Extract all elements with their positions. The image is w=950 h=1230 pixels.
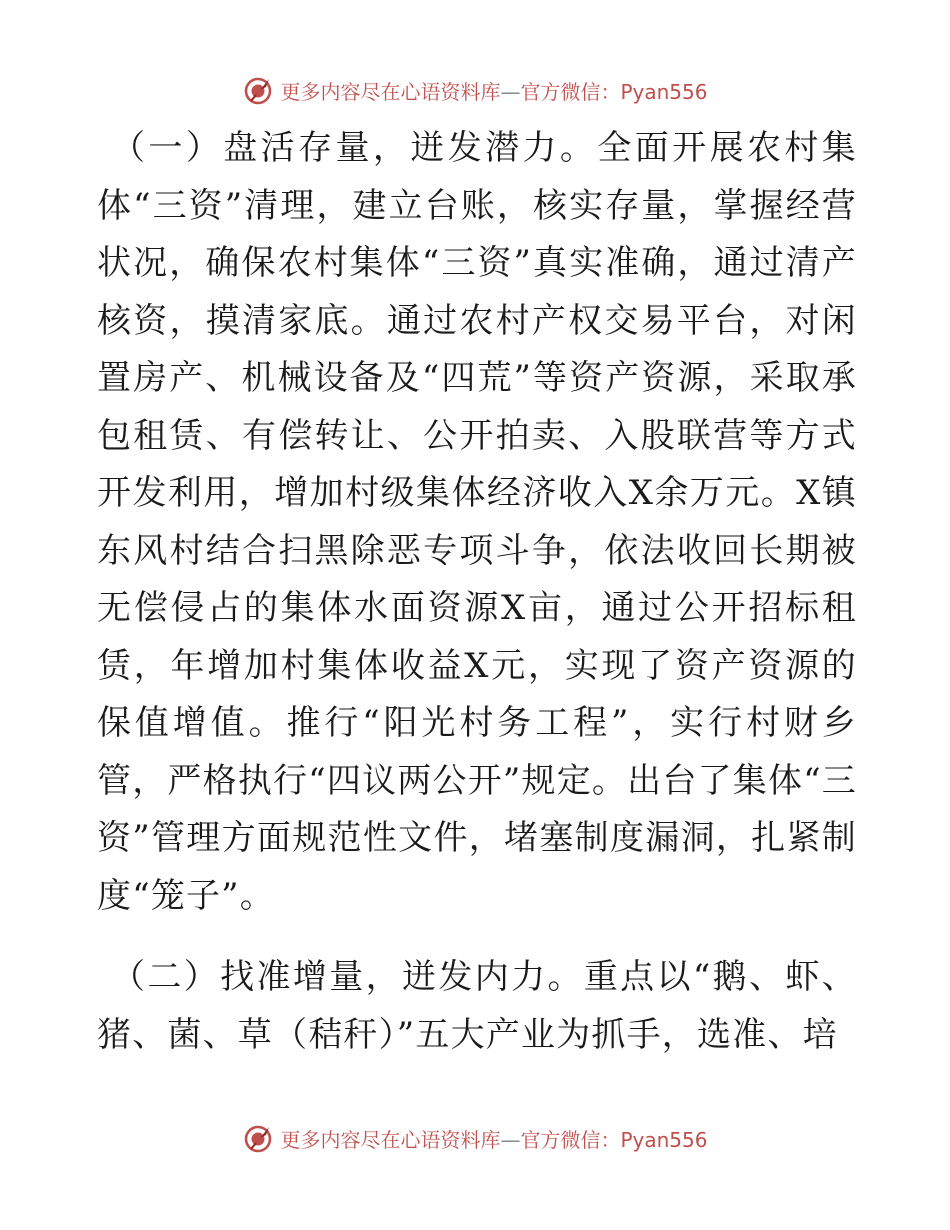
watermark-wechat-text: 官方微信：Pyan556 [520,79,708,104]
watermark-site-text: 更多内容尽在心语资料库 [280,79,501,104]
footer-watermark [0,1118,950,1158]
watermark-group [242,74,707,106]
paragraph-1: （一）盘活存量，迸发潜力。全面开展农村集体“三资”清理，建立台账，核实存量，掌握经营状况，确保农村集体“三资”真实准确，通过清产核资，摸清家底。通过农村产权交易平台，对闲置房产、机械设备及“四荒”等资产资源，采取承包租赁、有偿转让、公开拍卖、入股联营等方式开发利用，增加村级集体经济收入X余万元。X镇东风村结合扫黑除恶专项斗争，依法收回长期被无偿侵占的集体水面资源X亩，通过公开招标租赁，年增加村集体收益X元，实现了资产资源的保值增值。推行“阳光村务工程”，实行村财乡管，严格执行“四议两公开”规定。出台了集体“三资”管理方面规范性文件，堵塞制度漏洞，扎紧制度“笼子”。 [97,128,857,916]
quill-logo-icon [242,1122,274,1154]
watermark-text [280,76,707,105]
header-watermark [0,70,950,110]
watermark-separator: — [500,79,521,104]
watermark-wechat-text: 官方微信：Pyan556 [520,1127,708,1152]
quill-logo-icon [242,74,274,106]
watermark-separator: — [500,1127,521,1152]
watermark-site-text: 更多内容尽在心语资料库 [280,1127,501,1152]
watermark-text [280,1124,707,1153]
watermark-group [242,1122,707,1154]
paragraph-2: （二）找准增量，迸发内力。重点以“鹅、虾、猪、菌、草（秸秆）”五大产业为抓手，选准、培 [97,957,857,1055]
document-body [97,120,857,1064]
